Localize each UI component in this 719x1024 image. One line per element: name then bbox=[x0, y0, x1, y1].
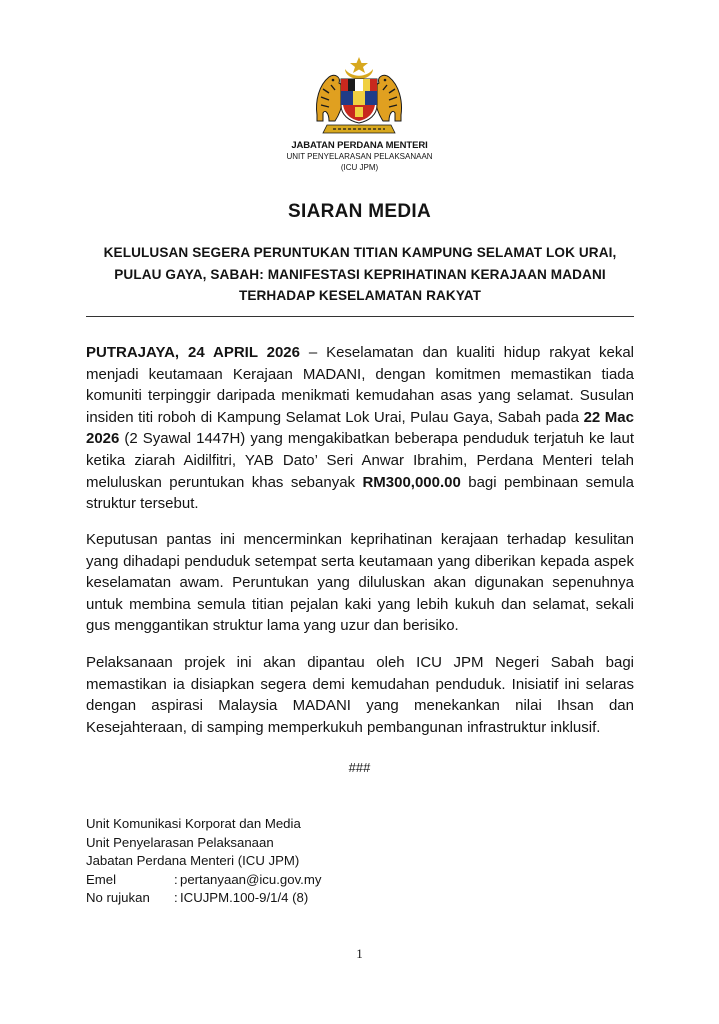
paragraph-3: Pelaksanaan projek ini akan dipantau oleh ICU JPM Negeri Sabah bagi memastikan ia disiapkan segera demi kemudahan penduduk. Inisiatif ini selaras dengan aspirasi Malaysia MADANI yang menekankan nilai Ihsan dan Kesejahteraan, di samping memperkukuh pembangunan infrastruktur inklusif. bbox=[86, 654, 634, 736]
reference-row bbox=[86, 889, 321, 908]
document-title: SIARAN MEDIA bbox=[288, 201, 431, 222]
reference-label: No rujukan bbox=[86, 890, 150, 906]
contact-line-1: Unit Komunikasi Korporat dan Media bbox=[86, 816, 301, 831]
page-number: 1 bbox=[356, 946, 363, 961]
contact-line-2: Unit Penyelarasan Pelaksanaan bbox=[86, 834, 274, 850]
contact-block bbox=[86, 815, 321, 908]
agency-abbreviation: (ICU JPM) bbox=[340, 163, 379, 172]
email-address[interactable]: pertanyaan@icu.gov.my bbox=[180, 871, 322, 887]
paragraph-2: Keputusan pantas ini mencerminkan keprihatinan kerajaan terhadap kesulitan yang dihadapi penduduk setempat serta keutamaan yang diberikan kepada aspek keselamatan awam. Peruntukan yang diluluskan akan digunakan sepenuhnya untuk membina semula titian pejalan kaki yang lebih kukuh dan selamat, sekali gus menggantikan struktur lama yang uzur dan berisiko. bbox=[86, 531, 634, 635]
contact-line-3: Jabatan Perdana Menteri (ICU JPM) bbox=[86, 853, 300, 869]
email-row bbox=[86, 871, 321, 890]
paragraph-1-text-b: (2 Syawal 1447H) yang mengakibatkan beberapa penduduk terjatuh ke laut ketika ziarah Aidilfitri, YAB Dato’ Seri Anwar Ibrahim, Perdana Menteri telah meluluskan peruntukan khas sebanyak bbox=[86, 430, 634, 491]
dateline: PUTRAJAYA, 24 APRIL 2026 bbox=[86, 344, 300, 361]
paragraph-1-text-c: bagi pembinaan semula struktur tersebut. bbox=[86, 473, 634, 513]
reference-separator: : bbox=[174, 890, 178, 906]
paragraph-1 bbox=[86, 342, 634, 515]
headline: KELULUSAN SEGERA PERUNTUKAN TITIAN KAMPUNG SELAMAT LOK URAI, PULAU GAYA, SABAH: MANIFESTASI KEPRIHATINAN KERAJAAN MADANI TERHADAP KESELAMATAN RAKYAT bbox=[103, 245, 617, 303]
allocation-amount: RM300,000.00 bbox=[362, 473, 461, 491]
end-mark: ### bbox=[348, 760, 371, 775]
reference-number: ICUJPM.100-9/1/4 (8) bbox=[180, 890, 309, 906]
agency-unit: UNIT PENYELARASAN PELAKSANAAN bbox=[286, 152, 433, 161]
email-separator: : bbox=[174, 871, 178, 887]
headline-divider bbox=[86, 316, 634, 317]
paragraph-1-text-a: – Keselamatan dan kualiti hidup rakyat kekal menjadi keutamaan Kerajaan MADANI, dengan komitmen memastikan tiada komuniti terpinggir daripada menikmati kemudahan asas yang selamat. Susulan insiden titi roboh di Kampung Selamat Lok Urai, Pulau Gaya, Sabah pada bbox=[86, 344, 634, 426]
malaysia-coat-of-arms-emblem bbox=[309, 55, 409, 137]
incident-date: 22 Mac 2026 bbox=[86, 408, 634, 448]
email-label: Emel bbox=[86, 871, 117, 887]
agency-name: JABATAN PERDANA MENTERI bbox=[291, 140, 428, 151]
